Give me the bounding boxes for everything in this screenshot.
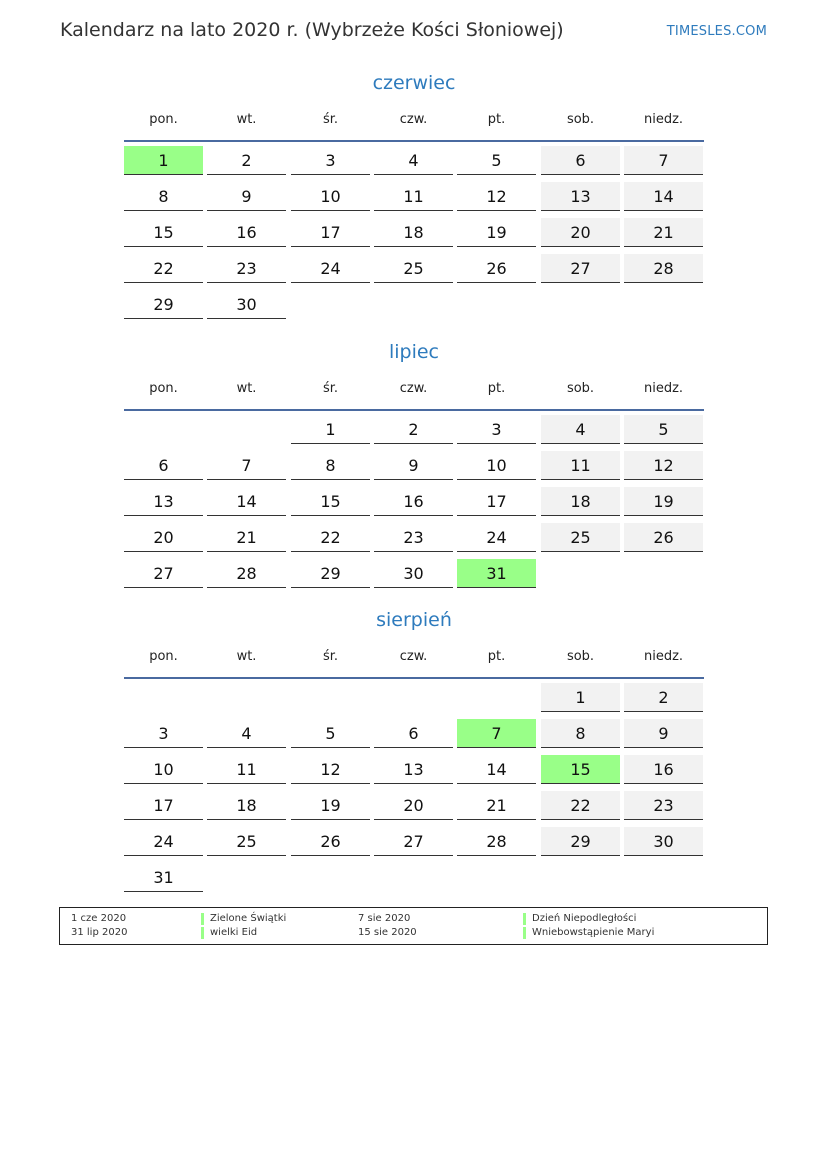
day-cell: 16 (207, 218, 286, 247)
day-cell: 12 (624, 451, 703, 480)
day-cell: 4 (207, 719, 286, 748)
day-cell: 4 (374, 146, 453, 175)
weekday-label: wt. (236, 112, 257, 127)
day-cell: 12 (457, 182, 536, 211)
weekday-header (124, 643, 704, 679)
day-cell: 30 (207, 290, 286, 319)
day-cell: 14 (207, 487, 286, 516)
legend-date: 1 cze 2020 (71, 913, 127, 924)
day-cell: 17 (457, 487, 536, 516)
day-cell: 20 (124, 523, 203, 552)
legend-date: 7 sie 2020 (358, 913, 411, 924)
weekday-label: czw. (399, 112, 428, 127)
day-cell: 10 (457, 451, 536, 480)
day-cell: 3 (291, 146, 370, 175)
day-cell: 28 (207, 559, 286, 588)
day-cell: 11 (374, 182, 453, 211)
day-cell: 7 (207, 451, 286, 480)
day-cell: 21 (457, 791, 536, 820)
weekday-label: śr. (322, 649, 339, 664)
day-cell: 19 (291, 791, 370, 820)
legend-date: 15 sie 2020 (358, 927, 417, 938)
holiday-legend (59, 907, 768, 945)
day-cell: 25 (541, 523, 620, 552)
day-cell: 16 (624, 755, 703, 784)
day-cell: 15 (124, 218, 203, 247)
day-cell: 10 (124, 755, 203, 784)
month-name: sierpień (376, 609, 452, 631)
day-cell: 26 (291, 827, 370, 856)
day-cell: 14 (457, 755, 536, 784)
day-cell: 13 (124, 487, 203, 516)
weekday-label: czw. (399, 381, 428, 396)
weekday-label: wt. (236, 381, 257, 396)
day-cell: 20 (541, 218, 620, 247)
day-cell: 22 (124, 254, 203, 283)
legend-holiday-name: wielki Eid (201, 927, 257, 939)
day-cell: 15 (541, 755, 620, 784)
day-cell: 17 (291, 218, 370, 247)
day-cell: 22 (291, 523, 370, 552)
day-cell: 21 (207, 523, 286, 552)
day-cell: 26 (457, 254, 536, 283)
day-cell: 27 (124, 559, 203, 588)
day-cell: 19 (624, 487, 703, 516)
day-cell: 10 (291, 182, 370, 211)
day-cell: 23 (624, 791, 703, 820)
weekday-label: pon. (149, 381, 178, 396)
day-cell: 27 (374, 827, 453, 856)
weekday-label: pon. (149, 112, 178, 127)
day-cell: 6 (124, 451, 203, 480)
day-cell: 28 (457, 827, 536, 856)
weekday-label: pt. (487, 649, 506, 664)
day-cell: 11 (541, 451, 620, 480)
day-cell: 22 (541, 791, 620, 820)
day-cell: 24 (291, 254, 370, 283)
day-cell: 11 (207, 755, 286, 784)
legend-date: 31 lip 2020 (71, 927, 128, 938)
day-grid (124, 415, 704, 595)
day-cell: 12 (291, 755, 370, 784)
weekday-label: niedz. (643, 381, 684, 396)
weekday-label: pon. (149, 649, 178, 664)
month-block (124, 70, 704, 326)
day-cell: 23 (207, 254, 286, 283)
day-cell: 18 (374, 218, 453, 247)
day-cell: 5 (457, 146, 536, 175)
day-cell: 8 (291, 451, 370, 480)
weekday-label: sob. (566, 112, 595, 127)
weekday-label: pt. (487, 112, 506, 127)
legend-holiday-name: Wniebowstąpienie Maryi (523, 927, 654, 939)
day-cell: 7 (457, 719, 536, 748)
page-header (0, 0, 827, 60)
day-cell: 28 (624, 254, 703, 283)
month-name: lipiec (388, 341, 440, 363)
day-cell: 14 (624, 182, 703, 211)
day-cell: 19 (457, 218, 536, 247)
day-cell: 30 (624, 827, 703, 856)
day-cell: 24 (457, 523, 536, 552)
day-cell: 5 (624, 415, 703, 444)
day-cell: 6 (541, 146, 620, 175)
month-block (124, 339, 704, 595)
weekday-header (124, 375, 704, 411)
day-cell: 8 (541, 719, 620, 748)
day-cell: 31 (457, 559, 536, 588)
day-cell: 20 (374, 791, 453, 820)
day-cell: 9 (624, 719, 703, 748)
day-cell: 9 (207, 182, 286, 211)
day-cell: 25 (207, 827, 286, 856)
page-title: Kalendarz na lato 2020 r. (Wybrzeże Kości Słoniowej) (60, 19, 564, 41)
day-cell: 29 (541, 827, 620, 856)
day-cell: 27 (541, 254, 620, 283)
day-cell: 21 (624, 218, 703, 247)
day-cell: 31 (124, 863, 203, 892)
weekday-label: sob. (566, 649, 595, 664)
day-cell: 18 (541, 487, 620, 516)
day-cell: 3 (124, 719, 203, 748)
month-block (124, 607, 704, 899)
day-grid (124, 146, 704, 326)
weekday-label: niedz. (643, 112, 684, 127)
weekday-label: pt. (487, 381, 506, 396)
brand-link[interactable]: TIMESLES.COM (666, 24, 767, 39)
day-cell: 15 (291, 487, 370, 516)
day-cell: 1 (541, 683, 620, 712)
weekday-header (124, 106, 704, 142)
day-cell: 8 (124, 182, 203, 211)
weekday-label: śr. (322, 112, 339, 127)
day-cell: 3 (457, 415, 536, 444)
day-grid (124, 683, 704, 899)
day-cell: 4 (541, 415, 620, 444)
legend-holiday-name: Dzień Niepodległości (523, 913, 636, 925)
day-cell: 26 (624, 523, 703, 552)
weekday-label: wt. (236, 649, 257, 664)
month-name: czerwiec (372, 72, 456, 94)
weekday-label: śr. (322, 381, 339, 396)
day-cell: 5 (291, 719, 370, 748)
day-cell: 13 (541, 182, 620, 211)
day-cell: 2 (374, 415, 453, 444)
day-cell: 13 (374, 755, 453, 784)
day-cell: 24 (124, 827, 203, 856)
day-cell: 30 (374, 559, 453, 588)
day-cell: 25 (374, 254, 453, 283)
day-cell: 29 (124, 290, 203, 319)
weekday-label: niedz. (643, 649, 684, 664)
day-cell: 2 (207, 146, 286, 175)
day-cell: 18 (207, 791, 286, 820)
day-cell: 9 (374, 451, 453, 480)
day-cell: 7 (624, 146, 703, 175)
weekday-label: sob. (566, 381, 595, 396)
legend-holiday-name: Zielone Świątki (201, 913, 286, 925)
weekday-label: czw. (399, 649, 428, 664)
day-cell: 16 (374, 487, 453, 516)
day-cell: 1 (291, 415, 370, 444)
day-cell: 29 (291, 559, 370, 588)
day-cell: 23 (374, 523, 453, 552)
day-cell: 2 (624, 683, 703, 712)
day-cell: 6 (374, 719, 453, 748)
day-cell: 1 (124, 146, 203, 175)
day-cell: 17 (124, 791, 203, 820)
